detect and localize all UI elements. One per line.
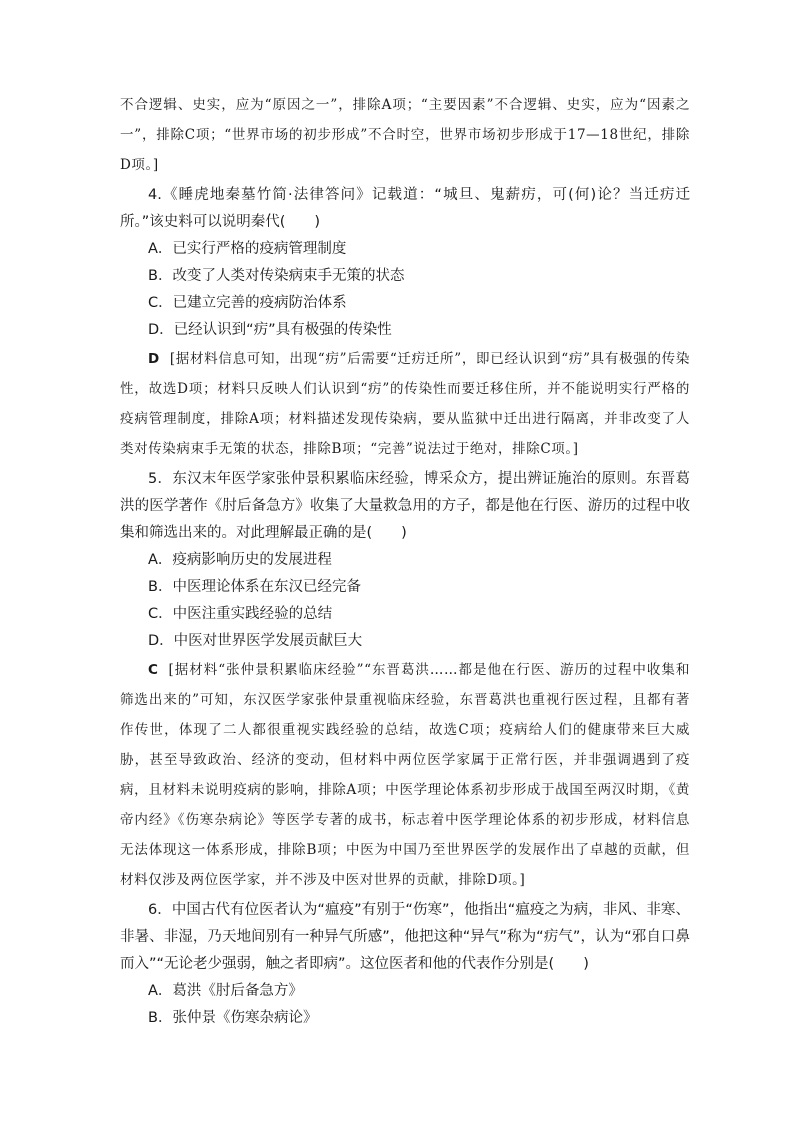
- previous-answer-continuation: 不合逻辑、史实，应为“原因之一”，排除A项；“主要因素”不合逻辑、史实，应为“因素之一”，排除C项；“世界市场的初步形成”不合时空，世界市场初步形成于17—18世纪，排除D项。]: [120, 97, 690, 173]
- question-4-option-a: A．已实行严格的疫病管理制度: [148, 241, 347, 257]
- question-4-option-d: D．已经认识到“疠”具有极强的传染性: [148, 322, 392, 338]
- question-6-stem: 6．中国古代有位医者认为“瘟疫”有别于“伤寒”，他指出“瘟疫之为病，非风、非寒、非暑、非湿，乃天地间别有一种异气所感”，他把这种“异气”称为“疠气”，认为“邪自口鼻而入”“无论老少强弱，触之者即病”。这位医者和他的代表作分别是( ): [120, 902, 690, 972]
- question-5-option-b: B．中医理论体系在东汉已经完备: [148, 579, 361, 595]
- question-5-explanation: [据材料“张仲景积累临床经验”“东晋葛洪……都是他在行医、游历的过程中收集和筛选出来的”可知，东汉医学家张仲景重视临床经验，东晋葛洪也重视行医过程，且都有著作传世，体现了二人都很重视实践经验的总结，故选C项；疫病给人们的健康带来巨大威胁，甚至导致政治、经济的变动，但材料中两位医学家属于正常行医，并非强调遇到了疫病，且材料未说明疫病的影响，排除A项；中医学理论体系初步形成于战国至两汉时期，《黄帝内经》《伤寒杂病论》等医学专著的成书，标志着中医学理论体系的初步形成，材料信息无法体现这一体系形成，排除B项；中医为中国乃至世界医学的发展作出了卓越的贡献，但材料仅涉及两位医学家，并不涉及中医对世界的贡献，排除D项。]: [120, 662, 690, 888]
- question-6-option-a: A．葛洪《肘后备急方》: [148, 983, 303, 999]
- question-4-answer: [120, 344, 690, 464]
- question-4-explanation: [据材料信息可知，出现“疠”后需要“迁疠迁所”，即已经认识到“疠”具有极强的传染性，故选D项；材料只反映人们认识到“疠”的传染性而要迁移住所，并不能说明实行严格的疫病管理制度，排除A项；材料描述发现传染病，要从监狱中迁出进行隔离，并非改变了人类对传染病束手无策的状态，排除B项；“完善”说法过于绝对，排除C项。]: [120, 351, 690, 457]
- question-5-option-a: A．疫病影响历史的发展进程: [148, 552, 332, 568]
- question-6: [120, 897, 690, 1032]
- question-4-option-c: C．已建立完善的疫病防治体系: [148, 295, 347, 311]
- question-5: [120, 466, 690, 895]
- page-content: [120, 90, 690, 1032]
- question-5-option-c: C．中医注重实践经验的总结: [148, 606, 333, 622]
- question-5-option-d: D．中医对世界医学发展贡献巨大: [148, 633, 363, 649]
- question-6-option-b: B．张仲景《伤寒杂病论》: [148, 1010, 318, 1026]
- question-4-stem: 4.《睡虎地秦墓竹简·法律答问》记载道：“城旦、鬼薪疠，可(何)论？当迁疠迁所。”该史料可以说明秦代( ): [120, 187, 690, 230]
- question-4-option-b: B．改变了人类对传染病束手无策的状态: [148, 268, 405, 284]
- question-5-stem: 5．东汉末年医学家张仲景积累临床经验，博采众方，提出辨证施治的原则。东晋葛洪的医学著作《肘后备急方》收集了大量救急用的方子，都是他在行医、游历的过程中收集和筛选出来的。对此理解最正确的是( ): [120, 471, 690, 541]
- question-4: [120, 182, 690, 464]
- question-5-answer-key: C: [148, 662, 159, 678]
- question-4-answer-key: D: [148, 351, 160, 367]
- question-5-answer: [120, 655, 690, 895]
